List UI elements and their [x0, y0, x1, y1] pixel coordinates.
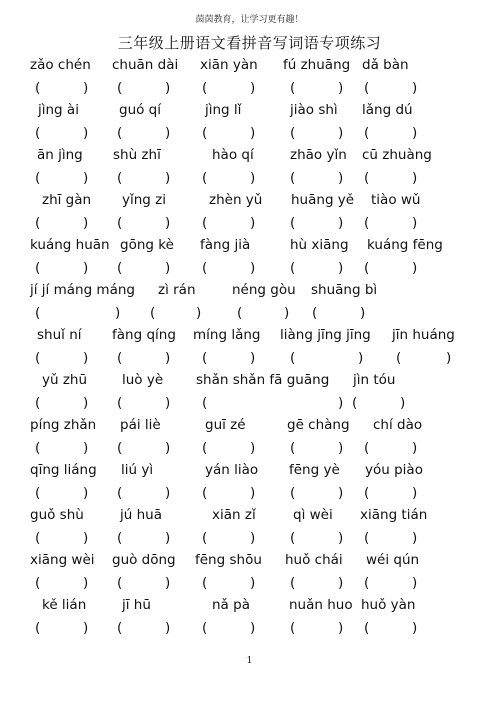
answer-row — [0, 438, 499, 461]
answer-row — [0, 303, 499, 326]
answer-bracket-open: ( — [117, 169, 123, 186]
answer-bracket-open: ( — [364, 79, 370, 96]
answer-bracket-open: ( — [150, 304, 156, 321]
pinyin-word: xiān zǐ — [212, 507, 256, 523]
pinyin-word: yǐng zi — [122, 192, 166, 208]
answer-bracket-close: ) — [360, 304, 366, 321]
answer-bracket-open: ( — [117, 529, 123, 546]
answer-bracket-open: ( — [202, 574, 208, 591]
answer-bracket-close: ) — [115, 304, 121, 321]
pinyin-word: shǎn shǎn fā guāng — [196, 372, 330, 388]
answer-bracket-open: ( — [290, 214, 296, 231]
pinyin-word: liú yì — [121, 462, 154, 478]
pinyin-word: huāng yě — [291, 192, 355, 208]
answer-bracket-open: ( — [35, 484, 41, 501]
answer-bracket-close: ) — [83, 619, 89, 636]
answer-bracket-close: ) — [165, 349, 171, 366]
pinyin-row — [0, 280, 499, 303]
pinyin-row — [0, 415, 499, 438]
pinyin-row — [0, 235, 499, 258]
answer-bracket-close: ) — [165, 124, 171, 141]
answer-bracket-close: ) — [165, 484, 171, 501]
answer-bracket-open: ( — [202, 169, 208, 186]
answer-bracket-open: ( — [35, 349, 41, 366]
answer-bracket-open: ( — [202, 214, 208, 231]
answer-bracket-open: ( — [290, 439, 296, 456]
answer-bracket-close: ) — [165, 214, 171, 231]
answer-bracket-open: ( — [202, 349, 208, 366]
pinyin-word: wéi qún — [366, 552, 420, 568]
pinyin-word: lǎng dú — [362, 102, 413, 118]
pinyin-word: xiāng wèi — [30, 552, 95, 568]
answer-bracket-open: ( — [117, 79, 123, 96]
pinyin-word: píng zhǎn — [30, 417, 97, 433]
pinyin-word: yán liào — [205, 462, 259, 478]
pinyin-word: hù xiāng — [290, 237, 349, 253]
answer-bracket-open: ( — [364, 169, 370, 186]
pinyin-word: luò yè — [122, 372, 164, 388]
answer-bracket-open: ( — [202, 484, 208, 501]
pinyin-word: tiào wǔ — [371, 192, 421, 208]
pinyin-word: jiào shì — [290, 102, 338, 118]
answer-bracket-close: ) — [338, 619, 344, 636]
answer-bracket-open: ( — [396, 349, 402, 366]
answer-bracket-close: ) — [165, 394, 171, 411]
pinyin-word: fàng jià — [200, 237, 251, 253]
pinyin-word: fēng yè — [289, 462, 340, 478]
answer-bracket-close: ) — [338, 259, 344, 276]
pinyin-row — [0, 460, 499, 483]
answer-bracket-close: ) — [412, 214, 418, 231]
pinyin-word: jìn tóu — [353, 372, 396, 388]
answer-bracket-open: ( — [202, 394, 208, 411]
answer-bracket-close: ) — [338, 529, 344, 546]
answer-bracket-close: ) — [412, 439, 418, 456]
answer-bracket-close: ) — [338, 574, 344, 591]
answer-bracket-close: ) — [338, 169, 344, 186]
answer-bracket-close: ) — [250, 484, 256, 501]
pinyin-word: jí jí máng máng — [30, 282, 135, 298]
answer-bracket-close: ) — [83, 529, 89, 546]
answer-bracket-open: ( — [290, 349, 296, 366]
answer-bracket-open: ( — [364, 124, 370, 141]
answer-row — [0, 78, 499, 101]
answer-bracket-open: ( — [117, 259, 123, 276]
answer-bracket-close: ) — [338, 394, 344, 411]
pinyin-word: guǒ shù — [30, 507, 84, 523]
answer-row — [0, 213, 499, 236]
answer-bracket-close: ) — [412, 574, 418, 591]
answer-bracket-close: ) — [412, 619, 418, 636]
answer-bracket-close: ) — [400, 394, 406, 411]
answer-bracket-close: ) — [83, 439, 89, 456]
answer-bracket-close: ) — [250, 574, 256, 591]
answer-bracket-close: ) — [196, 304, 202, 321]
answer-bracket-open: ( — [202, 529, 208, 546]
answer-bracket-open: ( — [35, 574, 41, 591]
pinyin-word: nǎ pà — [212, 597, 250, 613]
pinyin-word: fú zhuāng — [283, 57, 351, 73]
answer-bracket-close: ) — [83, 169, 89, 186]
answer-bracket-close: ) — [412, 484, 418, 501]
answer-bracket-open: ( — [117, 349, 123, 366]
pinyin-word: fàng qíng — [112, 327, 176, 343]
pinyin-word: jìng ài — [38, 102, 79, 118]
pinyin-word: kě lián — [42, 597, 87, 613]
answer-bracket-open: ( — [364, 619, 370, 636]
answer-bracket-close: ) — [165, 619, 171, 636]
answer-bracket-open: ( — [35, 124, 41, 141]
answer-bracket-open: ( — [312, 304, 318, 321]
answer-bracket-open: ( — [35, 169, 41, 186]
answer-bracket-open: ( — [202, 79, 208, 96]
answer-bracket-open: ( — [117, 619, 123, 636]
pinyin-row — [0, 505, 499, 528]
answer-bracket-close: ) — [250, 349, 256, 366]
pinyin-word: zhāo yǐn — [290, 147, 347, 163]
answer-bracket-open: ( — [290, 619, 296, 636]
pinyin-word: kuáng huān — [30, 237, 110, 253]
answer-bracket-close: ) — [338, 124, 344, 141]
answer-row — [0, 348, 499, 371]
answer-bracket-open: ( — [364, 529, 370, 546]
answer-bracket-open: ( — [364, 439, 370, 456]
answer-bracket-close: ) — [83, 349, 89, 366]
answer-bracket-open: ( — [290, 574, 296, 591]
answer-bracket-open: ( — [117, 574, 123, 591]
answer-bracket-close: ) — [250, 169, 256, 186]
pinyin-word: jú huā — [120, 507, 162, 523]
pinyin-word: cū zhuàng — [362, 147, 432, 163]
exercise-grid — [0, 55, 499, 640]
pinyin-word: zhī gàn — [42, 192, 92, 208]
answer-row — [0, 483, 499, 506]
answer-bracket-open: ( — [117, 484, 123, 501]
pinyin-word: shuǐ ní — [37, 327, 82, 343]
answer-bracket-close: ) — [83, 484, 89, 501]
pinyin-word: nuǎn huo — [289, 597, 353, 613]
answer-bracket-open: ( — [364, 484, 370, 501]
answer-bracket-open: ( — [117, 394, 123, 411]
answer-bracket-open: ( — [202, 259, 208, 276]
answer-bracket-close: ) — [412, 169, 418, 186]
pinyin-word: pái liè — [120, 417, 161, 433]
pinyin-word: yǔ zhū — [42, 372, 88, 388]
answer-bracket-close: ) — [358, 349, 364, 366]
pinyin-word: shù zhī — [113, 147, 161, 163]
answer-bracket-close: ) — [250, 619, 256, 636]
answer-bracket-open: ( — [290, 169, 296, 186]
pinyin-word: zì rán — [158, 282, 196, 298]
pinyin-row — [0, 595, 499, 618]
pinyin-word: zǎo chén — [30, 57, 91, 73]
pinyin-word: hào qí — [212, 147, 254, 163]
answer-bracket-close: ) — [165, 259, 171, 276]
page-number: 1 — [246, 656, 253, 666]
pinyin-word: chí dào — [373, 417, 423, 433]
pinyin-word: ān jìng — [37, 147, 83, 163]
answer-bracket-close: ) — [338, 79, 344, 96]
answer-bracket-open: ( — [290, 79, 296, 96]
answer-bracket-close: ) — [83, 394, 89, 411]
answer-bracket-open: ( — [202, 619, 208, 636]
answer-bracket-open: ( — [364, 214, 370, 231]
answer-bracket-open: ( — [35, 394, 41, 411]
answer-bracket-open: ( — [35, 439, 41, 456]
pinyin-word: fēng shōu — [195, 552, 262, 568]
pinyin-row — [0, 145, 499, 168]
answer-bracket-close: ) — [165, 529, 171, 546]
answer-bracket-open: ( — [35, 619, 41, 636]
pinyin-word: huǒ chái — [285, 552, 343, 568]
answer-bracket-open: ( — [35, 259, 41, 276]
answer-bracket-open: ( — [117, 439, 123, 456]
pinyin-word: xiān yàn — [200, 57, 258, 73]
pinyin-word: guó qí — [119, 102, 161, 118]
worksheet-title: 三年级上册语文看拼音写词语专项练习 — [117, 34, 382, 52]
answer-bracket-open: ( — [35, 529, 41, 546]
answer-bracket-close: ) — [83, 214, 89, 231]
pinyin-word: míng lǎng — [193, 327, 261, 343]
pinyin-word: jīn huáng — [392, 327, 455, 343]
pinyin-row — [0, 190, 499, 213]
answer-bracket-close: ) — [83, 574, 89, 591]
answer-row — [0, 393, 499, 416]
answer-bracket-close: ) — [412, 79, 418, 96]
pinyin-word: guī zé — [205, 417, 246, 433]
answer-bracket-close: ) — [83, 259, 89, 276]
answer-bracket-close: ) — [250, 439, 256, 456]
answer-bracket-close: ) — [83, 79, 89, 96]
answer-row — [0, 258, 499, 281]
pinyin-word: zhèn yǔ — [209, 192, 263, 208]
answer-bracket-open: ( — [290, 259, 296, 276]
pinyin-row — [0, 325, 499, 348]
answer-bracket-close: ) — [338, 214, 344, 231]
pinyin-word: jìng lǐ — [205, 102, 242, 118]
pinyin-word: huǒ yàn — [361, 597, 416, 613]
answer-bracket-close: ) — [412, 259, 418, 276]
answer-bracket-close: ) — [338, 484, 344, 501]
answer-bracket-close: ) — [165, 79, 171, 96]
pinyin-word: gōng kè — [120, 237, 174, 253]
answer-bracket-close: ) — [250, 79, 256, 96]
answer-row — [0, 618, 499, 641]
pinyin-row — [0, 55, 499, 78]
answer-bracket-close: ) — [250, 124, 256, 141]
answer-bracket-open: ( — [35, 304, 41, 321]
pinyin-word: néng gòu — [232, 282, 296, 298]
answer-bracket-open: ( — [237, 304, 243, 321]
answer-bracket-close: ) — [165, 439, 171, 456]
answer-bracket-close: ) — [412, 124, 418, 141]
answer-row — [0, 528, 499, 551]
pinyin-word: qīng liáng — [30, 462, 97, 478]
pinyin-word: liàng jīng jīng — [280, 327, 371, 343]
answer-bracket-close: ) — [412, 529, 418, 546]
answer-row — [0, 123, 499, 146]
pinyin-word: xiāng tián — [360, 507, 428, 523]
answer-bracket-close: ) — [446, 349, 452, 366]
pinyin-word: kuáng fēng — [367, 237, 443, 253]
pinyin-row — [0, 370, 499, 393]
pinyin-word: yóu piào — [365, 462, 423, 478]
pinyin-word: jī hū — [122, 597, 151, 613]
pinyin-word: shuāng bì — [311, 282, 378, 298]
answer-bracket-close: ) — [338, 439, 344, 456]
pinyin-row — [0, 100, 499, 123]
answer-bracket-open: ( — [352, 394, 358, 411]
page-header: 茵茵教育，让学习更有趣！ — [195, 15, 304, 25]
pinyin-word: dǎ bàn — [362, 57, 409, 73]
answer-bracket-open: ( — [117, 124, 123, 141]
pinyin-word: chuān dài — [112, 57, 179, 73]
answer-bracket-close: ) — [165, 169, 171, 186]
answer-bracket-close: ) — [83, 124, 89, 141]
pinyin-row — [0, 550, 499, 573]
answer-bracket-close: ) — [165, 574, 171, 591]
answer-bracket-close: ) — [250, 259, 256, 276]
pinyin-word: gē chàng — [287, 417, 350, 433]
answer-bracket-open: ( — [290, 529, 296, 546]
pinyin-word: guò dōng — [112, 552, 176, 568]
answer-bracket-close: ) — [250, 214, 256, 231]
answer-row — [0, 573, 499, 596]
answer-bracket-open: ( — [117, 214, 123, 231]
answer-row — [0, 168, 499, 191]
answer-bracket-close: ) — [284, 304, 290, 321]
answer-bracket-open: ( — [202, 439, 208, 456]
answer-bracket-open: ( — [290, 484, 296, 501]
pinyin-word: qì wèi — [293, 507, 333, 523]
answer-bracket-open: ( — [364, 574, 370, 591]
answer-bracket-open: ( — [202, 124, 208, 141]
answer-bracket-open: ( — [364, 259, 370, 276]
answer-bracket-open: ( — [35, 79, 41, 96]
answer-bracket-open: ( — [35, 214, 41, 231]
answer-bracket-close: ) — [250, 529, 256, 546]
answer-bracket-open: ( — [290, 124, 296, 141]
